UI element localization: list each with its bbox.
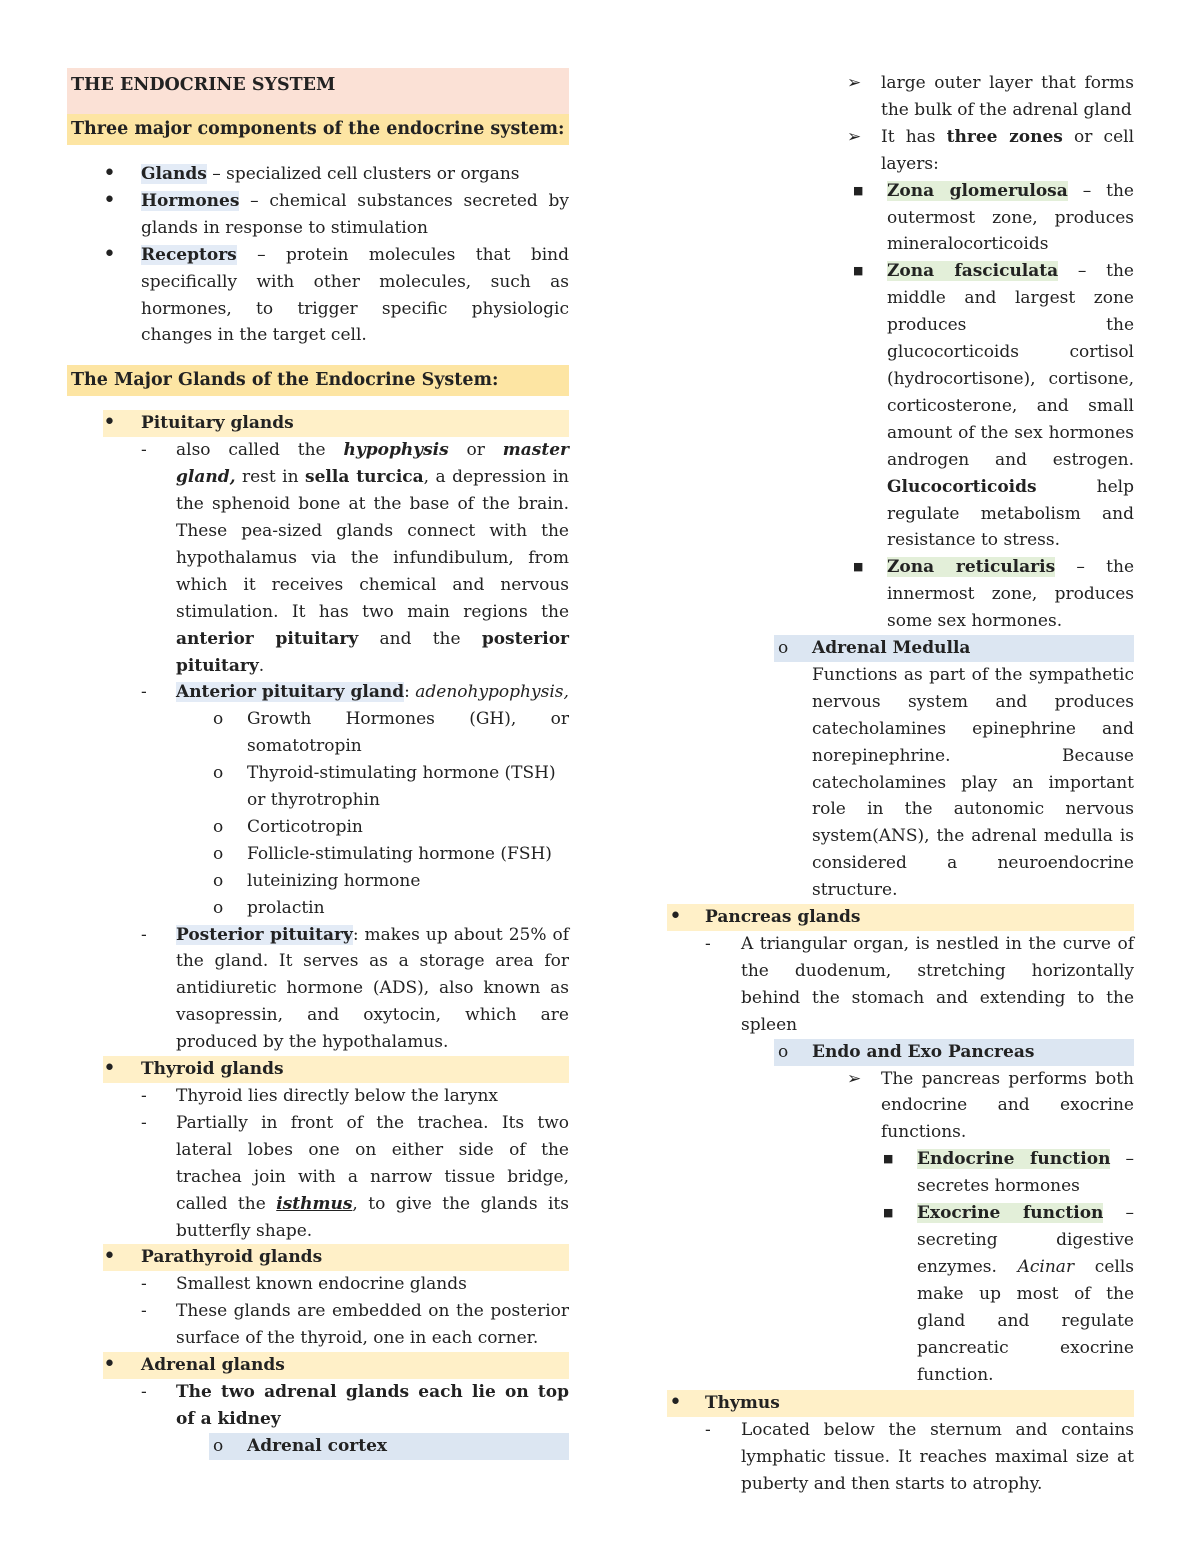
text-span: also called the xyxy=(176,440,344,461)
text-span: and the xyxy=(358,628,482,649)
text-span: – the outermost zone, produces mineralocorticoids xyxy=(887,180,1134,255)
text-span: help regulate metabolism and resistance to stress. xyxy=(887,476,1134,551)
thyroid-detail xyxy=(67,1110,569,1245)
point-text: large outer layer that forms the bulk of the adrenal gland xyxy=(881,73,1134,120)
text-span: – the innermost zone, produces some sex hormones. xyxy=(887,557,1135,632)
bullet-icon: • xyxy=(103,161,116,186)
text-span: rest in xyxy=(235,467,306,488)
text-span: : xyxy=(404,682,416,703)
zone-label: Zona fasciculata xyxy=(887,261,1059,282)
gland-item-thyroid xyxy=(103,1056,569,1083)
gland-label: Adrenal glands xyxy=(141,1355,285,1376)
anterior-pituitary-item xyxy=(67,679,569,706)
left-column xyxy=(67,68,569,1460)
component-term: Receptors xyxy=(141,244,237,265)
document-title: THE ENDOCRINE SYSTEM xyxy=(67,68,569,114)
dash-icon: - xyxy=(141,1086,147,1106)
dash-icon: - xyxy=(141,1112,147,1133)
zone-item-glomerulosa xyxy=(667,178,1134,259)
text-span: – the middle and largest zone produces the glucocorticoids cortisol (hydrocortisone), cortisone, corticosterone, and small amount of the sex hormones androgen and estrogen. xyxy=(887,261,1134,470)
detail-text: These glands are embedded on the posterior surface of the thyroid, one in each corner. xyxy=(176,1301,569,1349)
bullet-icon: • xyxy=(669,904,682,930)
bullet-icon: • xyxy=(103,187,116,213)
text-span: , to give the glands its butterfly shape. xyxy=(176,1193,569,1241)
hormone-text: prolactin xyxy=(247,897,325,918)
detail-text: A triangular organ, is nestled in the curve of the duodenum, stretching horizontally behind the stomach and extending to the spleen xyxy=(741,934,1134,1035)
hormone-list-item xyxy=(67,706,569,760)
bullet-icon: • xyxy=(669,1390,682,1416)
square-bullet-icon: ■ xyxy=(853,560,864,574)
zone-label: Zona reticularis xyxy=(887,557,1056,578)
text-span: cells make up most of the gland and regulate pancreatic exocrine function. xyxy=(917,1256,1134,1385)
arrowhead-bullet-icon: ➢ xyxy=(847,73,862,93)
circle-bullet-icon: o xyxy=(213,897,224,918)
text-span: : makes up about 25% of the gland. It serves as a storage area for antidiuretic hormone (ADS), also known as vasopressin, and oxytocin, which are produced by the hypothalamus. xyxy=(176,924,569,1053)
gland-label: Thyroid glands xyxy=(141,1059,284,1080)
dash-icon: - xyxy=(705,1420,711,1441)
gland-item-pancreas xyxy=(667,904,1134,931)
component-item xyxy=(67,161,569,188)
text-span: , a depression in the sphenoid bone at the base of the brain. These pea-sized glands connect with the hypothalamus via the infundibulum, from which it receives chemical and nervous stimulation. It has two main regions the xyxy=(176,467,570,622)
circle-bullet-icon: o xyxy=(213,816,224,837)
text-span: or cell layers: xyxy=(881,126,1135,174)
hormone-text: Follicle-stimulating hormone (FSH) xyxy=(247,843,552,864)
gland-item-pituitary xyxy=(103,410,569,437)
cortex-point xyxy=(667,70,1134,124)
gland-label: Pancreas glands xyxy=(705,907,861,928)
bullet-icon: • xyxy=(103,1244,116,1270)
hormone-list-item xyxy=(67,841,569,868)
gland-label: Thymus xyxy=(705,1393,780,1414)
bullet-icon: • xyxy=(103,1352,116,1378)
square-bullet-icon: ■ xyxy=(853,264,864,278)
dash-icon: - xyxy=(141,924,147,945)
component-desc: – protein molecules that bind specifically with other molecules, such as hormones, to trigger specific physiologic changes in the target cell. xyxy=(141,244,569,346)
function-item-exocrine xyxy=(667,1200,1134,1388)
text-span: It has xyxy=(881,126,947,147)
right-column xyxy=(667,70,1134,1498)
term-anterior-pituitary: anterior pituitary xyxy=(176,628,359,649)
bullet-icon: • xyxy=(103,241,116,267)
bullet-icon: • xyxy=(103,1056,116,1082)
medulla-label: Adrenal Medulla xyxy=(812,638,971,659)
component-term: Hormones xyxy=(141,190,240,211)
adrenal-detail xyxy=(67,1379,569,1433)
dash-icon: - xyxy=(705,934,711,954)
function-item-endocrine xyxy=(667,1146,1134,1200)
hormone-list-item xyxy=(67,760,569,814)
adrenal-medulla-item xyxy=(774,635,1134,662)
circle-bullet-icon: o xyxy=(213,763,224,784)
text-span: . xyxy=(258,655,265,676)
text-span: – secretes hormones xyxy=(917,1149,1135,1197)
term-three-zones: three zones xyxy=(946,126,1063,147)
component-term: Glands xyxy=(141,164,207,184)
hormone-list-item xyxy=(67,895,569,922)
posterior-label: Posterior pituitary xyxy=(176,924,353,945)
adrenal-cortex-item xyxy=(209,1433,569,1460)
text-span: Partially in front of the trachea. Its two lateral lobes one on either side of the trachea join with a narrow tissue bridge, called the xyxy=(176,1112,569,1214)
hormone-text: Growth Hormones (GH), or somatotropin xyxy=(247,709,569,757)
square-bullet-icon: ■ xyxy=(883,1206,894,1220)
term-master-gland: master gland, xyxy=(176,440,569,488)
glands-heading: The Major Glands of the Endocrine System: xyxy=(67,365,569,396)
dash-icon: - xyxy=(141,440,147,461)
square-bullet-icon: ■ xyxy=(853,183,864,197)
dash-icon: - xyxy=(141,1301,147,1322)
detail-text: Located below the sternum and contains lymphatic tissue. It reaches maximal size at puberty and then starts to atrophy. xyxy=(741,1420,1134,1495)
circle-bullet-icon: o xyxy=(778,1041,789,1062)
bullet-icon: • xyxy=(103,410,116,436)
zone-label: Zona glomerulosa xyxy=(887,180,1068,201)
gland-label: Pituitary glands xyxy=(141,413,294,434)
dash-icon: - xyxy=(141,682,147,703)
gland-item-adrenal xyxy=(103,1352,569,1379)
components-heading: Three major components of the endocrine system: xyxy=(67,114,569,145)
hormone-list-item xyxy=(67,814,569,841)
cortex-label: Adrenal cortex xyxy=(247,1435,388,1456)
component-desc: – chemical substances secreted by glands in response to stimulation xyxy=(141,190,569,238)
pancreas-detail xyxy=(667,931,1134,1039)
gland-label: Parathyroid glands xyxy=(141,1247,323,1268)
endo-exo-label: Endo and Exo Pancreas xyxy=(812,1041,1035,1062)
function-label: Endocrine function xyxy=(917,1149,1111,1170)
component-item xyxy=(67,242,569,350)
circle-bullet-icon: o xyxy=(778,638,789,659)
term-sella-turcica: sella turcica xyxy=(305,467,424,488)
component-desc: – specialized cell clusters or organs xyxy=(206,164,520,184)
medulla-description xyxy=(667,662,1134,904)
circle-bullet-icon: o xyxy=(213,709,224,730)
parathyroid-detail xyxy=(67,1298,569,1352)
square-bullet-icon: ■ xyxy=(883,1152,894,1166)
pancreas-point xyxy=(667,1066,1134,1147)
arrowhead-bullet-icon: ➢ xyxy=(847,1068,862,1089)
term-acinar: Acinar xyxy=(1017,1256,1075,1277)
text-span: or xyxy=(448,440,503,461)
term-posterior-pituitary: posterior pituitary xyxy=(176,628,569,676)
zone-item-fasciculata xyxy=(667,258,1134,554)
circle-bullet-icon: o xyxy=(213,1435,224,1456)
term-adenohypophysis: adenohypophysis, xyxy=(415,682,569,703)
thymus-detail xyxy=(667,1417,1134,1498)
hormone-list-item xyxy=(67,868,569,895)
text-span: – secreting digestive enzymes. xyxy=(917,1203,1134,1277)
medulla-text: Functions as part of the sympathetic nervous system and produces catecholamines epinephrine and norepinephrine. Because catecholamines play an important role in the autonomic nervous system(ANS), the adrenal medulla is considered a neuroendocrine structure. xyxy=(812,664,1134,901)
hormone-text: Corticotropin xyxy=(247,816,363,837)
endo-exo-item xyxy=(774,1039,1134,1066)
detail-text: Thyroid lies directly below the larynx xyxy=(176,1086,498,1106)
hormone-text: Thyroid-stimulating hormone (TSH) or thyrotrophin xyxy=(247,763,556,811)
parathyroid-detail xyxy=(67,1271,569,1298)
arrowhead-bullet-icon: ➢ xyxy=(847,126,862,147)
circle-bullet-icon: o xyxy=(213,870,224,891)
anterior-label: Anterior pituitary gland xyxy=(176,682,405,703)
hormone-text: luteinizing hormone xyxy=(247,870,421,891)
term-glucocorticoids: Glucocorticoids xyxy=(887,476,1037,497)
term-hypophysis: hypophysis xyxy=(343,440,449,461)
thyroid-detail xyxy=(67,1083,569,1110)
posterior-pituitary-item xyxy=(67,922,569,1057)
zone-item-reticularis xyxy=(667,554,1134,635)
circle-bullet-icon: o xyxy=(213,843,224,864)
pituitary-description xyxy=(67,437,569,679)
function-label: Exocrine function xyxy=(917,1203,1104,1224)
dash-icon: - xyxy=(141,1274,147,1295)
point-text: The pancreas performs both endocrine and exocrine functions. xyxy=(881,1068,1134,1143)
cortex-point xyxy=(667,124,1134,178)
term-isthmus: isthmus xyxy=(276,1193,353,1214)
detail-text: Smallest known endocrine glands xyxy=(176,1274,467,1295)
detail-text: The two adrenal glands each lie on top of a kidney xyxy=(176,1381,569,1429)
gland-item-thymus xyxy=(667,1390,1134,1417)
gland-item-parathyroid xyxy=(103,1244,569,1271)
dash-icon: - xyxy=(141,1381,147,1402)
component-item xyxy=(67,188,569,242)
